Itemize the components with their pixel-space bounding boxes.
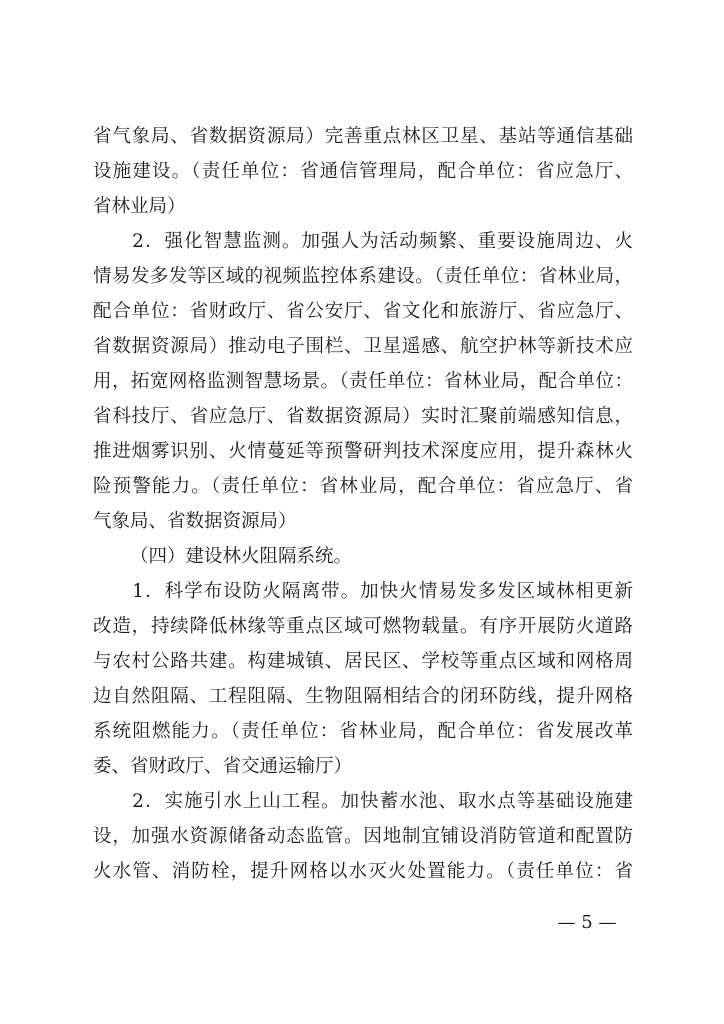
text-line: 与农村公路共建。构建城镇、居民区、学校等重点区域和网格周 <box>93 651 633 672</box>
text-line: 情易发多发等区域的视频监控体系建设。（责任单位：省林业局， <box>93 266 633 287</box>
section-heading: （四）建设林火阻隔系统。 <box>130 546 353 567</box>
text-line: 1．科学布设防火隔离带。加快火情易发多发区域林相更新 <box>93 581 633 602</box>
text-line: 委、省财政厅、省交通运输厅） <box>93 756 353 777</box>
text-line: 气象局、省数据资源局） <box>93 511 297 532</box>
text-line: 用，拓宽网格监测智慧场景。（责任单位：省林业局，配合单位： <box>93 371 633 392</box>
text-line: 省数据资源局）推动电子围栏、卫星遥感、航空护林等新技术应 <box>93 336 633 357</box>
text-line: 边自然阻隔、工程阻隔、生物阻隔相结合的闭环防线，提升网格 <box>93 686 633 707</box>
page-number: — 5 — <box>557 912 617 933</box>
text-line: 省林业局） <box>93 196 186 217</box>
text-line: 配合单位：省财政厅、省公安厅、省文化和旅游厅、省应急厅、 <box>93 301 633 322</box>
text-line: 险预警能力。（责任单位：省林业局，配合单位：省应急厅、省 <box>93 476 633 497</box>
text-line: 2．强化智慧监测。加强人为活动频繁、重要设施周边、火 <box>93 231 633 252</box>
text-line: 系统阻燃能力。（责任单位：省林业局，配合单位：省发展改革 <box>93 721 633 742</box>
body-text <box>93 119 633 889</box>
text-line: 省气象局、省数据资源局）完善重点林区卫星、基站等通信基础 <box>93 126 633 147</box>
text-line: 设施建设。（责任单位：省通信管理局，配合单位：省应急厅、 <box>93 161 633 182</box>
text-line: 设，加强水资源储备动态监管。因地制宜铺设消防管道和配置防 <box>93 826 633 847</box>
text-line: 省科技厅、省应急厅、省数据资源局）实时汇聚前端感知信息， <box>93 406 633 427</box>
text-line: 2．实施引水上山工程。加快蓄水池、取水点等基础设施建 <box>93 791 633 812</box>
text-line: 推进烟雾识别、火情蔓延等预警研判技术深度应用，提升森林火 <box>93 441 633 462</box>
text-line: 改造，持续降低林缘等重点区域可燃物载量。有序开展防火道路 <box>93 616 633 637</box>
text-line: 火水管、消防栓，提升网格以水灭火处置能力。（责任单位：省 <box>93 861 633 882</box>
